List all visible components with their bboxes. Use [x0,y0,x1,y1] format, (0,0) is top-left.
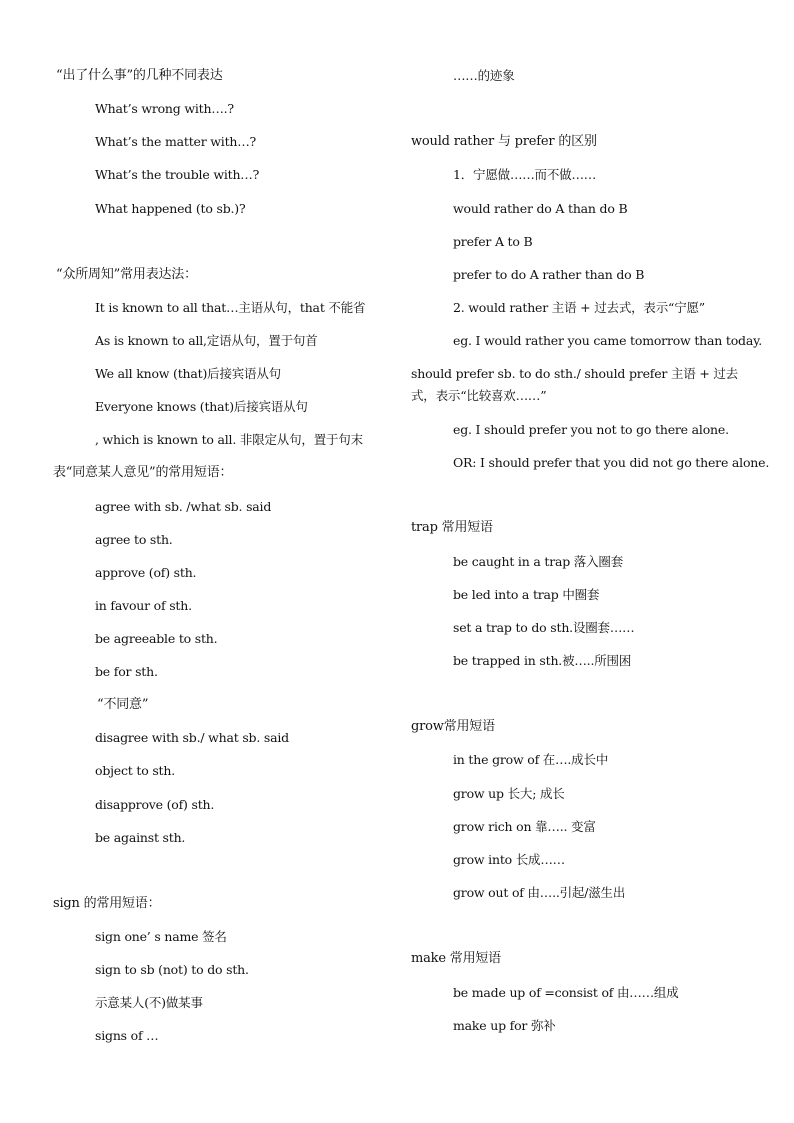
list-item: What happened (to sb.)? [95,201,246,216]
list-item: agree to sth. [95,532,173,547]
list-item: What’s the trouble with…? [95,167,260,182]
list-item: prefer to do A rather than do B [453,267,645,282]
section-title-grow: grow常用短语 [411,719,495,734]
list-item: object to sth. [95,763,175,778]
list-item: disagree with sb./ what sb. said [95,730,289,745]
list-item: be agreeable to sth. [95,631,218,646]
list-item: in favour of sth. [95,598,192,613]
list-item: eg. I should prefer you not to go there alone. [453,422,729,437]
list-item: in the grow of 在….成长中 [453,752,609,767]
section-title-agree: 表“同意某人意见”的常用短语： [53,465,233,480]
subheading-disagree: “不同意” [97,697,149,712]
list-item: ……的迹象 [453,68,515,83]
list-item: As is known to all,定语从句，置于句首 [95,333,318,348]
section-title-known-to-all: “众所周知”常用表达法： [56,267,197,282]
list-item: grow up 长大; 成长 [453,786,565,801]
list-item: be for sth. [95,664,158,679]
list-item: be trapped in sth.被…..所围困 [453,653,632,668]
list-item: It is known to all that…主语从句，that 不能省 [95,300,366,315]
list-item: make up for 弥补 [453,1018,556,1033]
list-item: prefer A to B [453,234,533,249]
list-item: We all know (that)后接宾语从句 [95,366,281,381]
list-item: be against sth. [95,830,186,845]
list-item: signs of … [95,1028,159,1043]
list-item: grow rich on 靠….. 变富 [453,819,596,834]
section-title-trap: trap 常用短语 [411,520,493,535]
list-item: be led into a trap 中圈套 [453,587,600,602]
section-title-sign: sign 的常用短语： [53,896,161,911]
list-item: grow into 长成…… [453,852,565,867]
list-item: sign one’ s name 签名 [95,929,227,944]
list-item: grow out of 由…..引起/滋生出 [453,885,626,900]
section-title-would-rather: would rather 与 prefer 的区别 [411,134,597,149]
list-item: 1．宁愿做……而不做…… [453,167,597,182]
list-item: 2. would rather 主语 + 过去式，表示“宁愿” [453,300,705,315]
list-item: be caught in a trap 落入圈套 [453,554,623,569]
list-item: sign to sb (not) to do sth. [95,962,249,977]
list-item: 示意某人(不)做某事 [95,995,203,1010]
list-item: , which is known to all. 非限定从句，置于句末 [95,432,363,447]
list-item: agree with sb. /what sb. said [95,499,272,514]
list-item: What’s the matter with…? [95,134,257,149]
list-item: What’s wrong with….? [95,101,234,116]
list-item: would rather do A than do B [453,201,628,216]
list-item: Everyone knows (that)后接宾语从句 [95,399,308,414]
paragraph-should-prefer: should prefer sb. to do sth./ should prefer 主语 + 过去式，表示“比较喜欢……” [411,366,738,403]
section-title-make: make 常用短语 [411,951,501,966]
list-item: eg. I would rather you came tomorrow than today. [453,333,763,348]
list-item: disapprove (of) sth. [95,797,215,812]
list-item: OR: I should prefer that you did not go there alone. [453,455,770,470]
list-item: set a trap to do sth.设圈套…… [453,620,635,635]
list-item: be made up of =consist of 由……组成 [453,985,679,1000]
section-title-what-happened: “出了什么事”的几种不同表达 [56,68,223,83]
list-item: approve (of) sth. [95,565,197,580]
